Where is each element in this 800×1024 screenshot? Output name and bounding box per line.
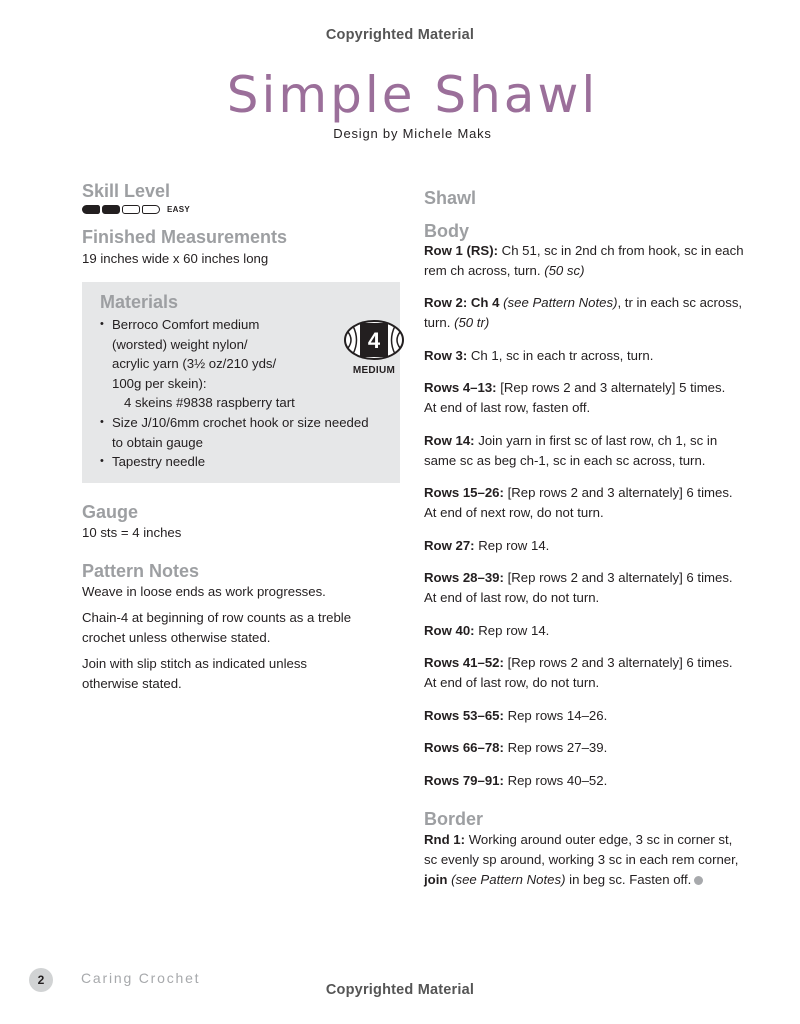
pattern-note-1: Weave in loose ends as work progresses. (82, 584, 326, 599)
yarn-weight-number: 4 (367, 328, 381, 353)
pattern-notes-section (82, 560, 400, 700)
body-heading: Body (424, 221, 469, 241)
rows-28-39: Rows 28–39: [Rep rows 2 and 3 alternately] 6 times. At end of last row, do not turn. (424, 570, 733, 605)
border-heading: Border (424, 809, 484, 829)
page-number: 2 (29, 968, 53, 992)
rows-66-78: Rows 66–78: Rep rows 27–39. (424, 740, 608, 755)
list-item: • Size J/10/6mm crochet hook or size needed to obtain gauge (100, 413, 390, 452)
book-title: Caring Crochet (81, 970, 201, 986)
skill-level-section (82, 180, 400, 214)
rows-53-65: Rows 53–65: Rep rows 14–26. (424, 708, 608, 723)
row-3: Row 3: Ch 1, sc in each tr across, turn. (424, 348, 654, 363)
materials-heading: Materials (100, 292, 179, 312)
skill-box-2 (102, 205, 120, 214)
body-section (424, 220, 754, 242)
rows-15-26: Rows 15–26: [Rep rows 2 and 3 alternately] 6 times. At end of next row, do not turn. (424, 485, 733, 520)
materials-box (82, 282, 400, 483)
page-title: Simple Shawl (226, 66, 599, 124)
row-14: Row 14: Join yarn in first sc of last row, ch 1, sc in same sc as beg ch-1, sc in each sc across, turn. (424, 433, 718, 468)
border-section (424, 808, 754, 830)
gauge-heading: Gauge (82, 502, 139, 522)
yarn-weight-label: MEDIUM (352, 365, 396, 376)
copyright-notice-bottom: Copyrighted Material (325, 982, 475, 998)
rows-41-52: Rows 41–52: [Rep rows 2 and 3 alternately] 6 times. At end of last row, do not turn. (424, 655, 733, 690)
measurements-heading: Finished Measurements (82, 227, 288, 247)
skill-box-3 (122, 205, 140, 214)
end-of-pattern-dot-icon (694, 876, 703, 885)
gauge-section (82, 501, 400, 543)
pattern-note-2: Chain-4 at beginning of row counts as a treble crochet unless otherwise stated. (82, 610, 352, 645)
shawl-heading-wrap (424, 187, 754, 209)
yarn-skein-icon (342, 318, 406, 362)
pattern-note-3: Join with slip stitch as indicated unless otherwise stated. (82, 656, 308, 691)
skill-level-label: EASY (167, 205, 190, 214)
rows-4-13: Rows 4–13: [Rep rows 2 and 3 alternately] 5 times. At end of last row, fasten off. (424, 380, 726, 415)
row-27: Row 27: Rep row 14. (424, 538, 550, 553)
skill-box-1 (82, 205, 100, 214)
row-40: Row 40: Rep row 14. (424, 623, 550, 638)
pattern-notes-heading: Pattern Notes (82, 561, 200, 581)
list-item: • Berroco Comfort medium (worsted) weight nylon/ acrylic yarn (3½ oz/210 yds/ 100g per skein): 4 skeins #9838 raspberry tart (100, 315, 390, 413)
skill-box-4 (142, 205, 160, 214)
measurements-section (82, 226, 400, 269)
skill-level-meter (82, 205, 400, 214)
yarn-weight-icon (342, 318, 406, 376)
rows-79-91: Rows 79–91: Rep rows 40–52. (424, 773, 608, 788)
gauge-text: 10 sts = 4 inches (82, 525, 182, 540)
copyright-notice-top: Copyrighted Material (325, 27, 475, 43)
designer-byline: Design by Michele Maks (333, 126, 492, 141)
skill-level-heading: Skill Level (82, 181, 171, 201)
shawl-heading: Shawl (424, 188, 477, 208)
list-item: • Tapestry needle (100, 452, 390, 472)
measurements-text: 19 inches wide x 60 inches long (82, 251, 269, 266)
row-2: Row 2: Ch 4 (see Pattern Notes), tr in each sc across, turn. (50 tr) (424, 295, 743, 330)
row-1: Row 1 (RS): Ch 51, sc in 2nd ch from hook, sc in each rem ch across, turn. (50 sc) (424, 243, 744, 278)
round-1: Rnd 1: Working around outer edge, 3 sc in corner st, sc evenly sp around, working 3 sc in each rem corner, join (see Pattern Notes) in beg sc. Fasten off. (424, 832, 739, 887)
